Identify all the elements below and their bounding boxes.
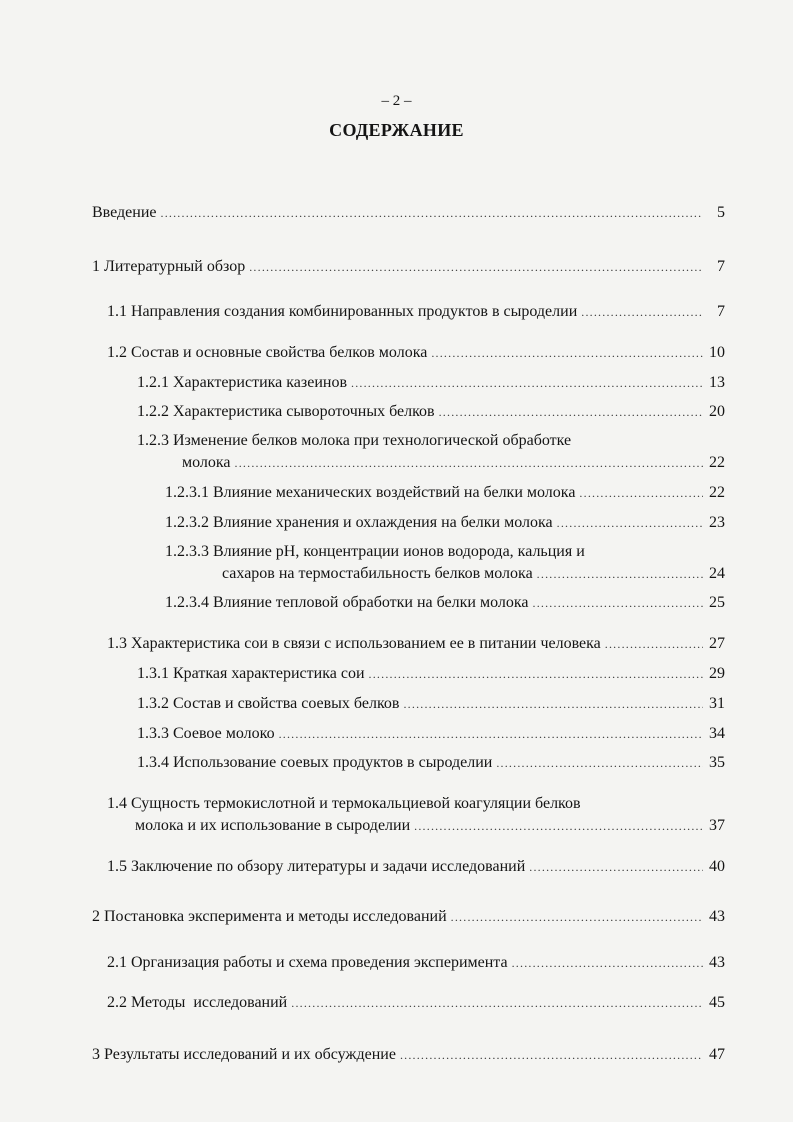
toc-entry-title: молока и их использование в сыроделии <box>135 817 411 834</box>
toc-leader <box>291 993 703 1013</box>
toc-entry[interactable] <box>135 816 725 836</box>
toc-entry-title: 1 Литературный обзор <box>92 258 246 275</box>
toc-entry[interactable] <box>222 564 725 584</box>
toc-entry-page: 24 <box>709 565 725 582</box>
toc-entry-page: 20 <box>709 403 725 420</box>
toc-entry[interactable] <box>137 694 725 714</box>
toc-entry-title: 1.3 Характеристика сои в связи с использованием ее в питании человека <box>107 635 601 652</box>
toc-entry-page: 5 <box>717 204 725 221</box>
toc-leader <box>431 343 703 363</box>
toc-entry[interactable] <box>107 953 725 973</box>
toc-leader <box>533 593 704 613</box>
toc-leader <box>279 724 703 744</box>
toc-entry-title: 1.3.4 Использование соевых продуктов в сыроделии <box>137 754 493 771</box>
toc-entry[interactable] <box>137 664 725 684</box>
toc-entry-title: 1.2.1 Характеристика казеинов <box>137 374 347 391</box>
toc-entry-page: 13 <box>709 374 725 391</box>
toc-entry-title: 1.1 Направления создания комбинированных продуктов в сыроделии <box>107 303 578 320</box>
toc-leader <box>403 694 703 714</box>
toc-entry-title: 2.2 Методы исследований <box>107 994 288 1011</box>
toc-entry-title: 1.2.3.4 Влияние тепловой обработки на белки молока <box>165 594 529 611</box>
toc-entry[interactable] <box>165 513 725 533</box>
page-number: – 2 – <box>381 93 412 109</box>
toc-leader <box>529 857 703 877</box>
toc-leader <box>249 257 703 277</box>
toc-leader <box>605 634 703 654</box>
toc-leader <box>369 664 703 684</box>
toc-entry-page: 10 <box>709 344 725 361</box>
toc-entry[interactable] <box>137 373 725 393</box>
toc-entry[interactable] <box>92 907 725 927</box>
toc-entry-page: 34 <box>709 725 725 742</box>
toc-entry[interactable] <box>165 483 725 503</box>
toc-leader <box>414 816 703 836</box>
toc-entry-page: 37 <box>709 817 725 834</box>
toc-entry-title-line1[interactable]: 1.2.3 Изменение белков молока при технологической обработке <box>137 432 572 449</box>
toc-entry[interactable] <box>165 593 725 613</box>
toc-entry-page: 27 <box>709 635 725 652</box>
toc-entry[interactable] <box>107 634 725 654</box>
toc-entry[interactable] <box>92 257 725 277</box>
toc-entry[interactable] <box>107 302 725 322</box>
toc-entry-page: 7 <box>717 303 725 320</box>
toc-entry-title-line1[interactable]: 1.2.3.3 Влияние pH, концентрации ионов водорода, кальция и <box>165 543 585 560</box>
toc-entry-title: 1.2.2 Характеристика сывороточных белков <box>137 403 435 420</box>
toc-entry-page: 47 <box>709 1046 725 1063</box>
toc-entry-page: 22 <box>709 454 725 471</box>
toc-entry-title: молока <box>182 454 231 471</box>
toc-entry-title: сахаров на термостабильность белков молока <box>222 565 533 582</box>
toc-entry-title: 1.2.3.1 Влияние механических воздействий на белки молока <box>165 484 576 501</box>
toc-leader <box>235 453 703 473</box>
toc-entry-title: Введение <box>92 204 157 221</box>
toc-entry-title: 1.3.1 Краткая характеристика сои <box>137 665 365 682</box>
toc-leader <box>451 907 703 927</box>
toc-entry-page: 43 <box>709 908 725 925</box>
toc-entry-page: 43 <box>709 954 725 971</box>
toc-entry[interactable] <box>107 857 725 877</box>
toc-leader <box>400 1045 703 1065</box>
toc-leader <box>581 302 703 322</box>
toc-entry[interactable] <box>137 753 725 773</box>
toc-entry[interactable] <box>92 203 725 223</box>
toc-leader <box>537 564 703 584</box>
toc-entry[interactable] <box>137 724 725 744</box>
toc-entry-title: 1.2.3.2 Влияние хранения и охлаждения на белки молока <box>165 514 553 531</box>
toc-entry-page: 7 <box>717 258 725 275</box>
toc-entry-title: 1.5 Заключение по обзору литературы и задачи исследований <box>107 858 526 875</box>
toc-entry[interactable] <box>92 1045 725 1065</box>
toc-entry-page: 23 <box>709 514 725 531</box>
page-title: СОДЕРЖАНИЕ <box>329 120 464 140</box>
toc-entry-title: 3 Результаты исследований и их обсуждение <box>92 1046 396 1063</box>
toc-entry-page: 22 <box>709 484 725 501</box>
toc-entry-title: 2 Постановка эксперимента и методы исследований <box>92 908 447 925</box>
toc-entry[interactable] <box>137 402 725 422</box>
toc-leader <box>439 402 703 422</box>
toc-leader <box>161 203 704 223</box>
toc-leader <box>512 953 703 973</box>
toc-entry-title: 1.2 Состав и основные свойства белков молока <box>107 344 428 361</box>
toc-entry-page: 31 <box>709 695 725 712</box>
toc-entry-title: 1.3.2 Состав и свойства соевых белков <box>137 695 400 712</box>
toc-entry-title-line1[interactable]: 1.4 Сущность термокислотной и термокальциевой коагуляции белков <box>107 795 581 812</box>
toc-entry-page: 35 <box>709 754 725 771</box>
toc-entry[interactable] <box>107 343 725 363</box>
toc-entry[interactable] <box>107 993 725 1013</box>
toc-leader <box>557 513 703 533</box>
toc-entry-title: 2.1 Организация работы и схема проведения эксперимента <box>107 954 508 971</box>
toc-leader <box>496 753 703 773</box>
toc-leader <box>351 373 703 393</box>
toc-leader <box>579 483 703 503</box>
toc-entry-page: 40 <box>709 858 725 875</box>
toc-entry-page: 29 <box>709 665 725 682</box>
toc-entry[interactable] <box>182 453 725 473</box>
toc-entry-page: 25 <box>709 594 725 611</box>
toc-entry-title: 1.3.3 Соевое молоко <box>137 725 275 742</box>
toc-entry-page: 45 <box>709 994 725 1011</box>
